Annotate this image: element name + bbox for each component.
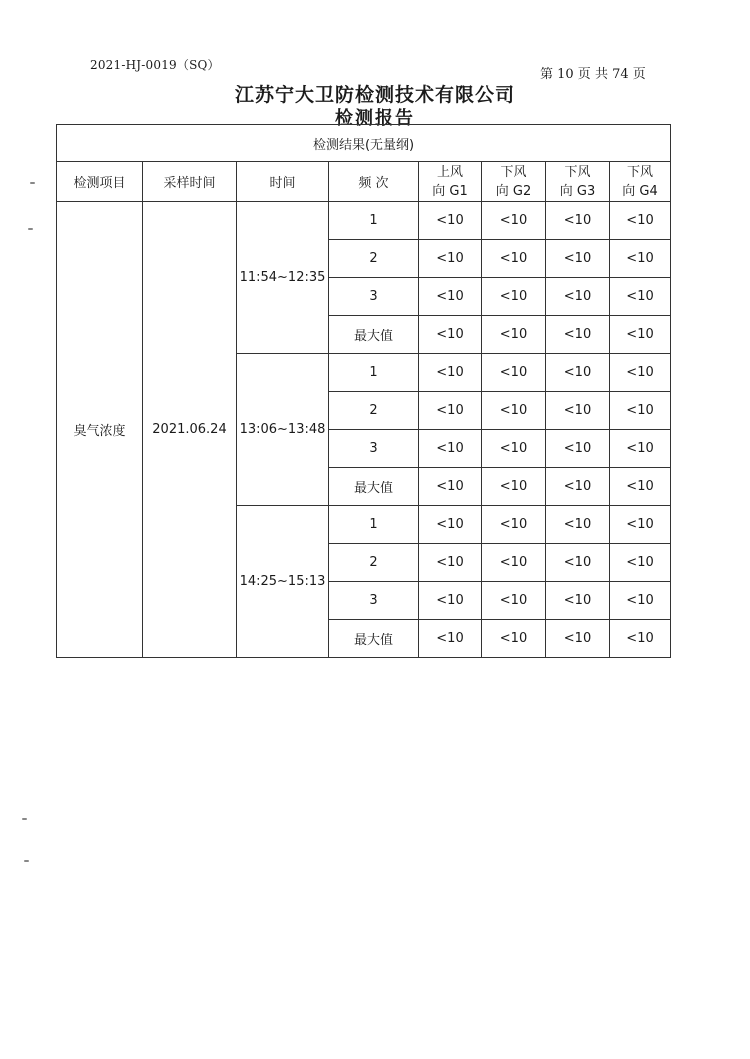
value-cell-g4: <10 — [610, 392, 671, 430]
value-cell-g2: <10 — [482, 582, 546, 620]
frequency-cell: 1 — [329, 506, 419, 544]
value-cell-g1: <10 — [419, 582, 482, 620]
column-header-g1-line2: 向 G1 — [432, 183, 468, 199]
value-cell-g1: <10 — [419, 202, 482, 240]
value-cell-g2: <10 — [482, 392, 546, 430]
column-header-date: 采样时间 — [143, 162, 237, 202]
scan-speck — [30, 182, 35, 184]
column-header-g3 — [546, 162, 610, 202]
value-cell-g3: <10 — [546, 544, 610, 582]
value-cell-g3: <10 — [546, 240, 610, 278]
value-cell-g4: <10 — [610, 316, 671, 354]
time-range-cell: 11:54~12:35 — [237, 202, 329, 354]
results-table-body — [57, 125, 671, 658]
value-cell-g4: <10 — [610, 582, 671, 620]
value-cell-g2: <10 — [482, 620, 546, 658]
scan-speck — [28, 228, 33, 230]
frequency-cell: 最大值 — [329, 620, 419, 658]
column-header-g2-line1: 下风 — [500, 164, 527, 180]
value-cell-g3: <10 — [546, 392, 610, 430]
frequency-cell: 3 — [329, 430, 419, 468]
value-cell-g1: <10 — [419, 506, 482, 544]
value-cell-g3: <10 — [546, 430, 610, 468]
value-cell-g1: <10 — [419, 278, 482, 316]
value-cell-g3: <10 — [546, 316, 610, 354]
value-cell-g1: <10 — [419, 354, 482, 392]
table-caption: 检测结果(无量纲) — [57, 125, 671, 162]
column-header-frequency: 频 次 — [329, 162, 419, 202]
column-header-g4-line1: 下风 — [627, 164, 654, 180]
value-cell-g4: <10 — [610, 240, 671, 278]
sampling-date-cell: 2021.06.24 — [143, 202, 237, 658]
value-cell-g3: <10 — [546, 506, 610, 544]
value-cell-g4: <10 — [610, 468, 671, 506]
value-cell-g4: <10 — [610, 506, 671, 544]
time-range-cell: 13:06~13:48 — [237, 354, 329, 506]
table-header-row — [57, 162, 671, 202]
company-name: 江苏宁大卫防检测技术有限公司 — [234, 84, 515, 106]
value-cell-g2: <10 — [482, 278, 546, 316]
frequency-cell: 最大值 — [329, 316, 419, 354]
value-cell-g1: <10 — [419, 240, 482, 278]
column-header-g3-line2: 向 G3 — [559, 183, 596, 199]
column-header-g4-line2: 向 G4 — [622, 183, 658, 199]
frequency-cell: 2 — [329, 544, 419, 582]
scan-speck — [22, 818, 27, 820]
value-cell-g3: <10 — [546, 278, 610, 316]
value-cell-g4: <10 — [610, 620, 671, 658]
frequency-cell: 3 — [329, 278, 419, 316]
results-table — [56, 124, 671, 658]
value-cell-g2: <10 — [482, 544, 546, 582]
value-cell-g1: <10 — [419, 392, 482, 430]
value-cell-g3: <10 — [546, 620, 610, 658]
value-cell-g3: <10 — [546, 354, 610, 392]
column-header-g4 — [610, 162, 671, 202]
column-header-item: 检测项目 — [57, 162, 143, 202]
value-cell-g2: <10 — [482, 240, 546, 278]
table-caption-row — [57, 125, 671, 162]
column-header-g2-line2: 向 G2 — [495, 183, 532, 199]
frequency-cell: 最大值 — [329, 468, 419, 506]
value-cell-g4: <10 — [610, 202, 671, 240]
value-cell-g2: <10 — [482, 316, 546, 354]
table-row — [57, 202, 671, 240]
value-cell-g2: <10 — [482, 202, 546, 240]
value-cell-g4: <10 — [610, 354, 671, 392]
item-cell: 臭气浓度 — [57, 202, 143, 658]
column-header-g3-line1: 下风 — [564, 164, 591, 180]
page-indicator: 第 10 页 共 74 页 — [540, 67, 646, 82]
scan-speck — [24, 860, 29, 862]
column-header-g1-line1: 上风 — [436, 164, 463, 180]
frequency-cell: 3 — [329, 582, 419, 620]
value-cell-g4: <10 — [610, 430, 671, 468]
value-cell-g2: <10 — [482, 354, 546, 392]
value-cell-g2: <10 — [482, 468, 546, 506]
value-cell-g3: <10 — [546, 202, 610, 240]
value-cell-g3: <10 — [546, 582, 610, 620]
value-cell-g4: <10 — [610, 278, 671, 316]
frequency-cell: 2 — [329, 240, 419, 278]
value-cell-g4: <10 — [610, 544, 671, 582]
value-cell-g1: <10 — [419, 316, 482, 354]
column-header-g2 — [482, 162, 546, 202]
value-cell-g2: <10 — [482, 430, 546, 468]
column-header-g1 — [419, 162, 482, 202]
time-range-cell: 14:25~15:13 — [237, 506, 329, 658]
frequency-cell: 1 — [329, 202, 419, 240]
report-number: 2021-HJ-0019（SQ） — [90, 58, 220, 72]
value-cell-g2: <10 — [482, 506, 546, 544]
value-cell-g1: <10 — [419, 620, 482, 658]
value-cell-g3: <10 — [546, 468, 610, 506]
frequency-cell: 2 — [329, 392, 419, 430]
column-header-time: 时间 — [237, 162, 329, 202]
value-cell-g1: <10 — [419, 430, 482, 468]
value-cell-g1: <10 — [419, 468, 482, 506]
value-cell-g1: <10 — [419, 544, 482, 582]
frequency-cell: 1 — [329, 354, 419, 392]
report-title: 检测报告 — [335, 108, 415, 129]
